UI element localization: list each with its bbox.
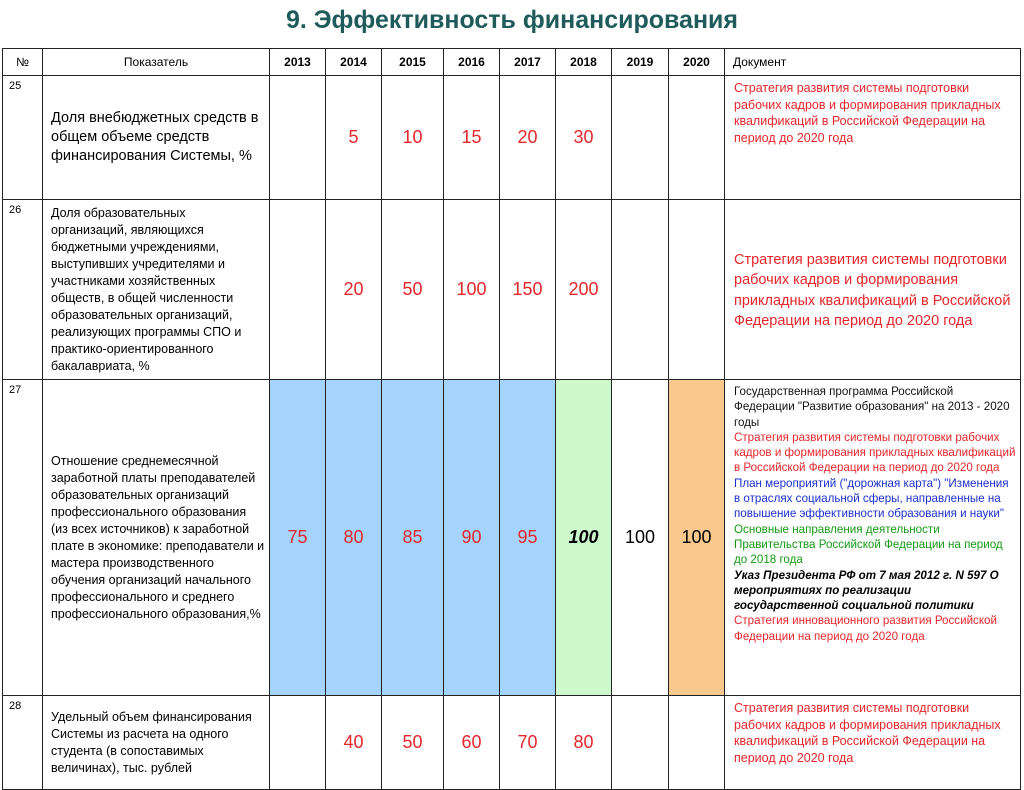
value-2018: 200 [556, 200, 612, 380]
indicator-cell: Доля образовательных организаций, являющихся бюджетными учреждениями, выступивших учредителями и участниками хозяйственных обществ, в общей численности образовательных организаций, реализующих программы СПО и практико-ориентированного бакалавриата, % [43, 200, 270, 380]
header-year-2018: 2018 [556, 49, 612, 76]
value-2013 [270, 200, 326, 380]
value-2014: 5 [326, 76, 382, 200]
indicator-cell: Доля внебюджетных средств в общем объеме средств финансирования Системы, % [43, 76, 270, 200]
page-title: 9. Эффективность финансирования [285, 6, 739, 34]
value-2016: 15 [444, 76, 500, 200]
table-row-27 [3, 380, 1021, 696]
value-2017: 150 [500, 200, 556, 380]
header-document: Документ [725, 49, 1021, 76]
value-2015: 50 [382, 696, 444, 790]
value-2019 [612, 200, 669, 380]
row-number: 28 [3, 696, 43, 790]
header-year-2013: 2013 [270, 49, 326, 76]
value-2015: 85 [382, 380, 444, 696]
value-2017: 95 [500, 380, 556, 696]
value-2018: 80 [556, 696, 612, 790]
document-entry: Стратегия развития системы подготовки рабочих кадров и формирования прикладных квалификаций в Российской Федерации на период до 2020 года [734, 81, 1001, 145]
value-2020 [669, 696, 725, 790]
indicator-cell: Удельный объем финансирования Системы из расчета на одного студента (в сопоставимых величинах), тыс. рублей [43, 696, 270, 790]
document-cell [725, 76, 1021, 200]
document-entry: Государственная программа Российской Федерации "Развитие образования" на 2013 - 2020 годы [734, 385, 1010, 429]
document-entry: Указ Президента РФ от 7 мая 2012 г. N 597 О мероприятиях по реализации государственной социальной политики [734, 568, 999, 613]
header-indicator: Показатель [43, 49, 270, 76]
header-year-2016: 2016 [444, 49, 500, 76]
value-2017: 20 [500, 76, 556, 200]
document-entry: Стратегия инновационного развития Российской Федерации на период до 2020 года [734, 614, 997, 643]
table-row-25 [3, 76, 1021, 200]
document-cell [725, 380, 1021, 696]
header-year-2020: 2020 [669, 49, 725, 76]
value-2019 [612, 696, 669, 790]
value-2016: 100 [444, 200, 500, 380]
value-2015: 50 [382, 200, 444, 380]
value-2019: 100 [612, 380, 669, 696]
value-2017: 70 [500, 696, 556, 790]
header-year-2017: 2017 [500, 49, 556, 76]
row-number: 26 [3, 200, 43, 380]
value-2014: 40 [326, 696, 382, 790]
value-2014: 20 [326, 200, 382, 380]
table-row-28 [3, 696, 1021, 790]
value-2020: 100 [669, 380, 725, 696]
value-2016: 90 [444, 380, 500, 696]
row-number: 25 [3, 76, 43, 200]
document-entry: Стратегия развития системы подготовки рабочих кадров и формирования прикладных квалификаций в Российской Федерации на период до 2020 года [734, 701, 1001, 765]
value-2016: 60 [444, 696, 500, 790]
document-entry: Стратегия развития системы подготовки рабочих кадров и формирования прикладных квалификаций в Российской Федерации на период до 2020 года [734, 430, 1016, 475]
value-2020 [669, 76, 725, 200]
header-year-2019: 2019 [612, 49, 669, 76]
document-entry: Стратегия развития системы подготовки рабочих кадров и формирования прикладных квалификаций в Российской Федерации на период до 2020 года [734, 251, 1011, 329]
value-2020 [669, 200, 725, 380]
document-cell [725, 696, 1021, 790]
document-entry: Основные направления деятельности Правительства Российской Федерации на период до 2018 года [734, 522, 1003, 567]
row-number: 27 [3, 380, 43, 696]
header-year-2015: 2015 [382, 49, 444, 76]
value-2013 [270, 696, 326, 790]
value-2014: 80 [326, 380, 382, 696]
document-entry: План мероприятий ("дорожная карта") "Изменения в отраслях социальной сферы, направленные на повышение эффективности образования и науки" [734, 476, 1009, 521]
value-2018: 30 [556, 76, 612, 200]
document-cell [725, 200, 1021, 380]
table-row-26 [3, 200, 1021, 380]
header-year-2014: 2014 [326, 49, 382, 76]
value-2019 [612, 76, 669, 200]
indicator-cell: Отношение среднемесячной заработной платы преподавателей образовательных организаций профессионального образования (из всех источников) к заработной плате в экономике: преподаватели и мастера производственного обучения организаций начального профессионального и среднего профессионального образования,% [43, 380, 270, 696]
value-2013: 75 [270, 380, 326, 696]
financing-table [2, 48, 1021, 790]
header-row [3, 49, 1021, 76]
value-2015: 10 [382, 76, 444, 200]
value-2018: 100 [556, 380, 612, 696]
header-num: № [3, 49, 43, 76]
value-2013 [270, 76, 326, 200]
